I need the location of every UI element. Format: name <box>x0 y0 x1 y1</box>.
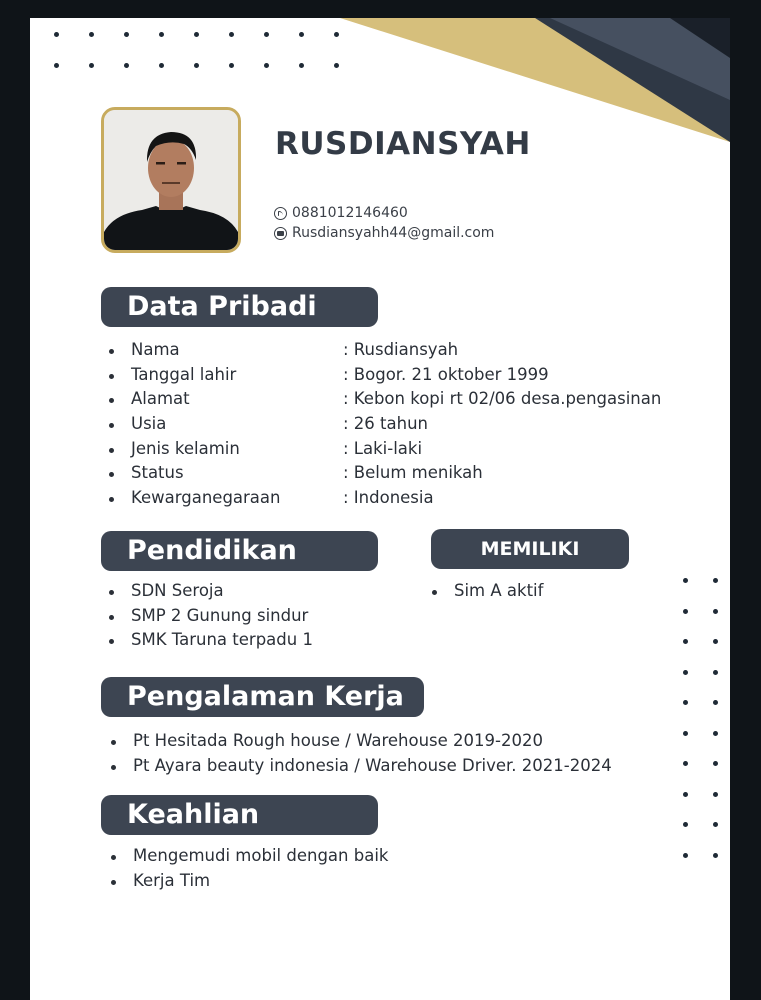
education-list <box>101 579 313 653</box>
decor-dot <box>89 63 94 68</box>
decor-dot <box>194 63 199 68</box>
decor-dot <box>683 853 688 858</box>
decor-dot <box>713 792 718 797</box>
decor-dot <box>299 63 304 68</box>
phone-row <box>274 205 408 221</box>
decor-dot <box>713 731 718 736</box>
decor-dot <box>159 32 164 37</box>
decor-dot <box>229 32 234 37</box>
section-heading-education: Pendidikan <box>101 531 378 571</box>
decor-dot <box>124 32 129 37</box>
decor-dot <box>713 578 718 583</box>
list-item: Pt Hesitada Rough house / Warehouse 2019-2020 <box>103 729 612 754</box>
decor-dot <box>159 63 164 68</box>
list-item: Kerja Tim <box>103 869 388 894</box>
decor-dot <box>334 63 339 68</box>
list-item: Mengemudi mobil dengan baik <box>103 844 388 869</box>
decor-dot <box>713 609 718 614</box>
decor-dot <box>713 670 718 675</box>
decor-dot <box>713 639 718 644</box>
phone-icon <box>274 207 287 220</box>
section-heading-personal: Data Pribadi <box>101 287 378 327</box>
decor-dot <box>264 63 269 68</box>
decor-dot <box>54 63 59 68</box>
decor-dot <box>713 761 718 766</box>
owns-list <box>424 579 543 604</box>
cv-page: RUSDIANSYAH 0881012146460 Rusdiansyahh44@gmail.com Data Pribadi Nama : Rusdiansyah Tanggal lahir : Bogor. 21 oktober 1999 Alamat : Kebon kopi rt 02/06 desa.pengasinan Usia : 26 tahun Jenis kelamin : Laki-laki Status : Belum menikah Kewarganegaraan : Indonesia Pendidikan SDN Seroja SMP 2 Gunung sindur SMK Taruna terpadu 1 MEMILIKI Sim A aktif Pengalaman Kerja Pt Hesitada Rough house / Warehouse 2019-2020 Pt Ayara beauty indonesia / Warehouse Driver. 2021-2024 Keahlian Mengemudi mobil dengan baik Kerja Tim <box>30 18 730 1000</box>
decor-dot <box>683 700 688 705</box>
decor-dot <box>229 63 234 68</box>
decor-dot <box>713 853 718 858</box>
list-item: SMK Taruna terpadu 1 <box>101 628 313 653</box>
email-icon <box>274 227 287 240</box>
decor-dot <box>264 32 269 37</box>
decor-dot <box>683 792 688 797</box>
profile-photo-image <box>104 110 238 250</box>
decor-dot <box>683 670 688 675</box>
decor-dot <box>683 639 688 644</box>
decor-dot <box>54 32 59 37</box>
list-item: Sim A aktif <box>424 579 543 604</box>
list-item: SMP 2 Gunung sindur <box>101 604 313 629</box>
skills-list <box>103 844 388 893</box>
list-item: Pt Ayara beauty indonesia / Warehouse Driver. 2021-2024 <box>103 754 612 779</box>
dot-pattern-right <box>675 578 725 878</box>
decor-dot <box>683 609 688 614</box>
decor-dot <box>713 822 718 827</box>
dot-pattern-top <box>54 32 354 82</box>
section-heading-skills: Keahlian <box>101 795 378 835</box>
decor-dot <box>683 822 688 827</box>
full-name: RUSDIANSYAH <box>275 126 531 162</box>
decor-dot <box>334 32 339 37</box>
section-heading-owns: MEMILIKI <box>431 529 629 569</box>
decor-dot <box>683 761 688 766</box>
email-row <box>274 225 494 241</box>
phone-number: 0881012146460 <box>292 205 408 221</box>
section-heading-experience: Pengalaman Kerja <box>101 677 424 717</box>
profile-photo <box>101 107 241 253</box>
decor-dot <box>124 63 129 68</box>
decor-dot <box>299 32 304 37</box>
decor-dot <box>683 578 688 583</box>
list-item: SDN Seroja <box>101 579 313 604</box>
decor-dot <box>713 700 718 705</box>
decor-dot <box>683 731 688 736</box>
decor-dot <box>89 32 94 37</box>
email-address: Rusdiansyahh44@gmail.com <box>292 225 495 241</box>
decor-dot <box>194 32 199 37</box>
experience-list <box>103 729 612 778</box>
